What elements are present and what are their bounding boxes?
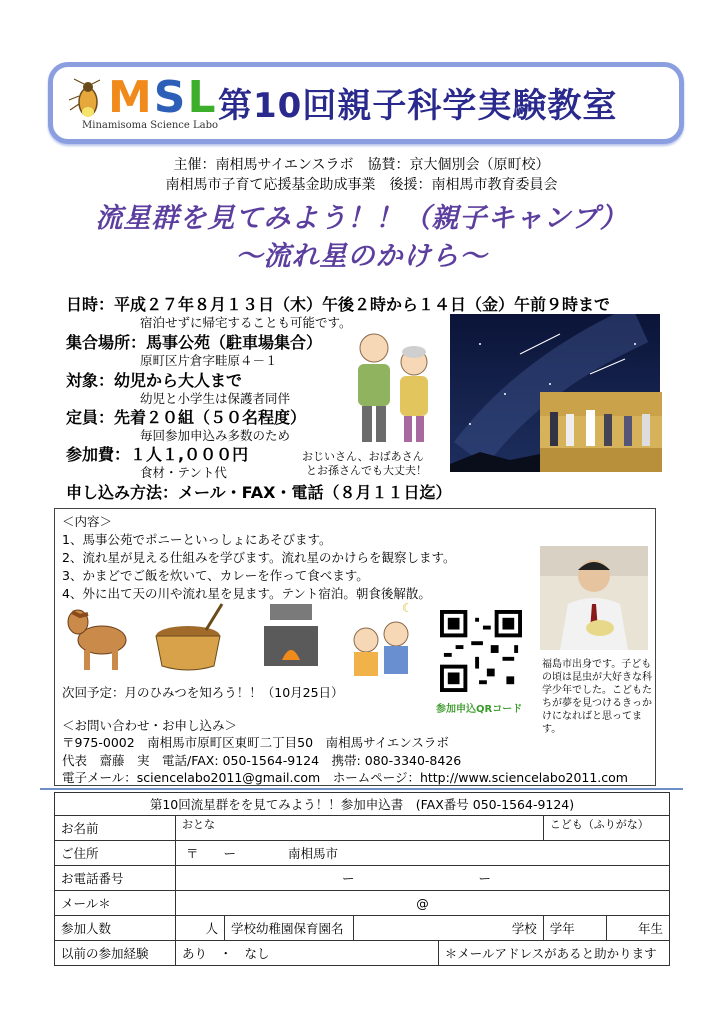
contact-representative: 代表 齋藤 実 電話/FAX: 050-1564-9124 携帯: 080-3340-8426 [62,753,462,768]
sponsor-line-2: 南相馬市子育て応援基金助成事業 後援：南相馬市教育委員会 [165,177,558,193]
address-field[interactable]: 〒 ー 南相馬市 [176,841,670,866]
event-capacity-note: 毎回参加申込み多数のため [140,428,291,443]
contents-item: 4、外に出て天の川や流れ星を見ます。テント宿泊。朝食後解散。 [62,586,431,601]
divider [40,788,683,790]
contents-item: 1、馬事公苑でポニーといっしょにあそびます。 [62,532,332,547]
page-title: 第10回親子科学実験教室 [218,86,618,126]
illustration-caption-2: とお孫さんでも大丈夫！ [306,464,427,477]
svg-text:☾: ☾ [402,601,413,615]
event-title: 流星群を見てみよう！！（親子キャンプ） [95,203,628,234]
presenter-profile: 福島市出身です。子どもの頃は昆虫が大好きな科学少年でした。こどもたちが夢を見つけるきっかけになればと思ってます。 [542,659,652,735]
contact-heading: ＜お問い合わせ・お申し込み＞ [62,718,238,733]
contents-item: 2、流れ星が見える仕組みを学びます。流れ星のかけらを観察します。 [62,550,456,565]
contact-email-web: 電子メール：sciencelabo2011@gmail.com ホームページ：http://www.sciencelabo2011.com [62,770,628,785]
event-fee: 参加費：１人１,０００円 [66,445,249,464]
event-datetime-note: 宿泊せずに帰宅することも可能です。 [140,315,352,330]
firefly-logo-icon [66,78,106,120]
qr-caption: 参加申込QRコード [436,704,523,715]
event-datetime: 日時：平成２７年８月１３日（木）午後２時から１４日（金）午前９時まで [66,295,611,314]
email-field[interactable]: @ [176,891,670,916]
event-target: 対象：幼児から大人まで [66,371,243,390]
event-place-address: 原町区片倉字畦原４－１ [140,353,278,368]
stargazing-kids-illustration [340,600,424,678]
application-form [54,792,670,966]
form-label: お名前 [55,816,176,841]
sponsor-line-1: 主催：南相馬サイエンスラボ 協賛：京大個別会（原町校） [173,157,550,173]
form-label: ご住所 [55,841,176,866]
classroom-photo [540,392,662,472]
form-label: メール＊ [55,891,176,916]
school-field[interactable]: 学校 [354,916,544,941]
form-label: 以前の参加経験 [55,941,176,966]
form-label: お電話番号 [55,866,176,891]
grade-label: 学年 [543,916,606,941]
event-capacity: 定員：先着２０組（５０名程度） [66,408,307,427]
msl-logo: MSL [108,72,218,123]
school-name-label: 学校幼稚園保育園名 [225,916,354,941]
illustration-caption-1: おじいさん、おばあさん [302,450,424,463]
stove-illustration [258,604,324,674]
phone-field[interactable]: ー ー [176,866,670,891]
grandparents-illustration [342,326,442,448]
logo-subtitle: Minamisoma Science Labo [82,120,219,131]
pony-illustration [62,600,136,674]
curry-pot-illustration [148,600,230,674]
participant-count-field[interactable]: 人 [176,916,225,941]
adult-name-field[interactable]: おとな [176,816,544,841]
grade-field[interactable]: 年生 [606,916,669,941]
event-fee-note: 食材・テント代 [140,465,227,480]
contents-heading: ＜内容＞ [62,514,113,529]
qr-code[interactable] [440,610,522,692]
event-subtitle: ～流れ星のかけら～ [235,241,488,272]
child-name-field[interactable]: こども（ふりがな） [543,816,669,841]
form-title: 第10回流星群をを見てみよう！！参加申込書 (FAX番号 050-1564-9124) [55,793,670,816]
event-place: 集合場所：馬事公苑（駐車場集合） [66,333,323,352]
presenter-photo [540,546,648,650]
event-target-note: 幼児と小学生は保護者同伴 [140,391,291,406]
history-options[interactable]: あり ・ なし [176,941,439,966]
contents-item: 3、かまどでご飯を炊いて、カレーを作って食べます。 [62,568,369,583]
contact-address: 〒975-0002 南相馬市原町区東町二丁目50 南相馬サイエンスラボ [62,735,449,750]
form-label: 参加人数 [55,916,176,941]
next-schedule: 次回予定：月のひみつを知ろう！！（10月25日） [62,685,344,700]
email-note: ＊メールアドレスがあると助かります [438,941,669,966]
event-apply: 申し込み方法：メール・FAX・電話（８月１１日迄） [66,483,452,502]
